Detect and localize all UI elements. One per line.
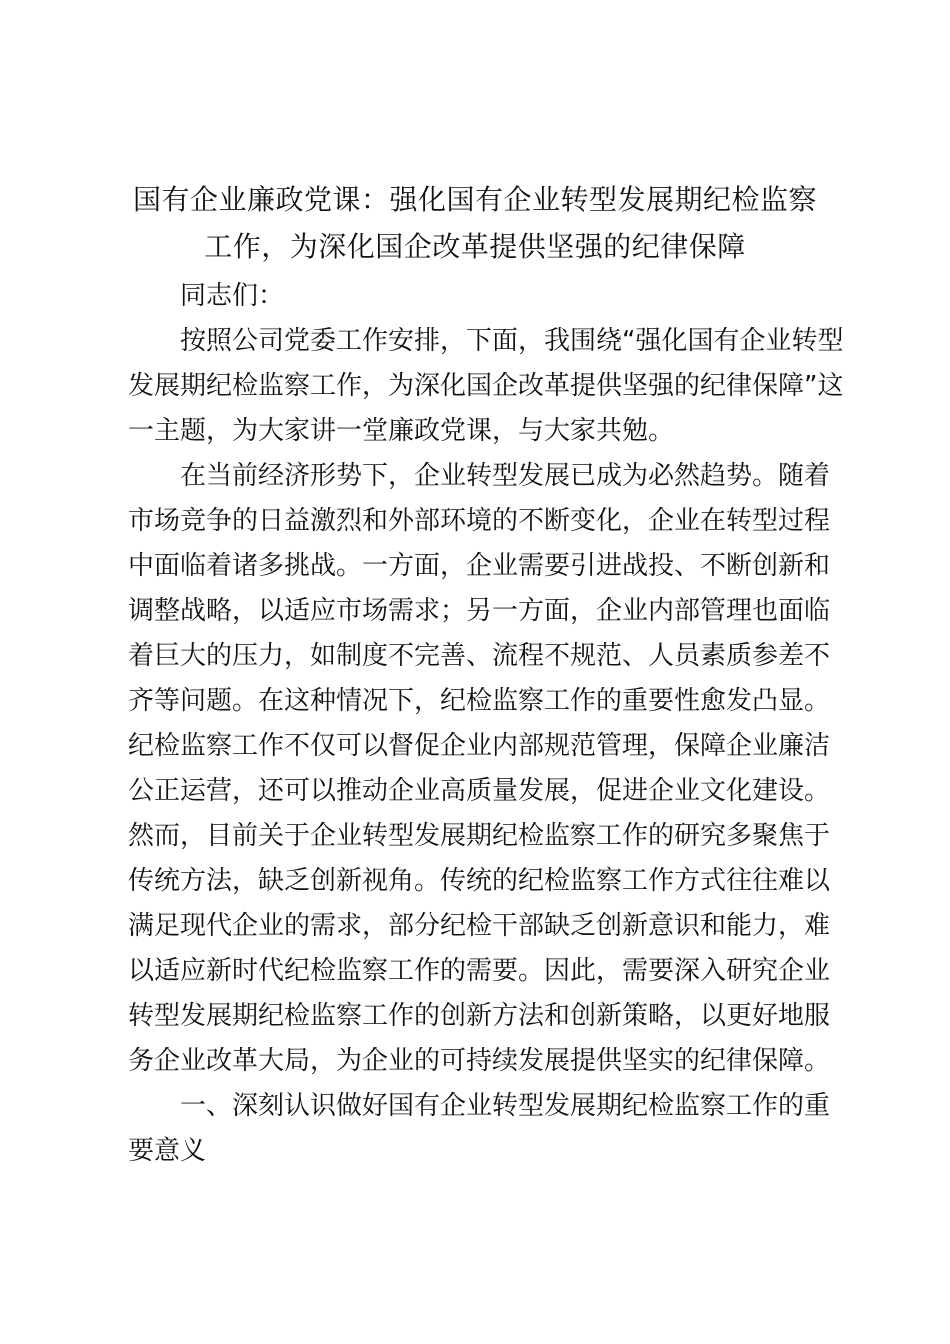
- section-heading-line: 要意义: [128, 1136, 207, 1166]
- paragraph-line: 满足现代企业的需求，部分纪检干部缺乏创新意识和能力，难: [128, 911, 831, 941]
- document-title-line-1: 国有企业廉政党课：强化国有企业转型发展期纪检监察: [132, 183, 817, 216]
- paragraph-line: 齐等问题。在这种情况下，纪检监察工作的重要性愈发凸显。: [128, 686, 831, 716]
- salutation: 同志们：: [180, 281, 285, 311]
- paragraph-line: 纪检监察工作不仅可以督促企业内部规范管理，保障企业廉洁: [128, 731, 831, 761]
- document-title-line-2: 工作，为深化国企改革提供坚强的纪律保障: [204, 230, 746, 263]
- paragraph-line: 发展期纪检监察工作，为深化国企改革提供坚强的纪律保障”这: [128, 371, 844, 401]
- paragraph-line: 调整战略，以适应市场需求；另一方面，企业内部管理也面临: [128, 596, 831, 626]
- paragraph-line: 在当前经济形势下，企业转型发展已成为必然趋势。随着: [180, 461, 831, 491]
- paragraph-line: 按照公司党委工作安排，下面，我围绕“强化国有企业转型: [180, 326, 844, 356]
- paragraph-line: 市场竞争的日益激烈和外部环境的不断变化，企业在转型过程: [128, 506, 831, 536]
- paragraph-line: 着巨大的压力，如制度不完善、流程不规范、人员素质参差不: [128, 641, 831, 671]
- paragraph-line: 传统方法，缺乏创新视角。传统的纪检监察工作方式往往难以: [128, 866, 831, 896]
- paragraph-line: 务企业改革大局，为企业的可持续发展提供坚实的纪律保障。: [128, 1046, 831, 1076]
- section-heading-line: 一、深刻认识做好国有企业转型发展期纪检监察工作的重: [180, 1091, 831, 1121]
- paragraph-line: 转型发展期纪检监察工作的创新方法和创新策略，以更好地服: [128, 1001, 831, 1031]
- paragraph-line: 公正运营，还可以推动企业高质量发展，促进企业文化建设。: [128, 776, 831, 806]
- paragraph-line: 以适应新时代纪检监察工作的需要。因此，需要深入研究企业: [128, 956, 831, 986]
- paragraph-line: 中面临着诸多挑战。一方面，企业需要引进战投、不断创新和: [128, 551, 831, 581]
- paragraph-line: 然而，目前关于企业转型发展期纪检监察工作的研究多聚焦于: [128, 821, 831, 851]
- paragraph-line: 一主题，为大家讲一堂廉政党课，与大家共勉。: [128, 416, 675, 446]
